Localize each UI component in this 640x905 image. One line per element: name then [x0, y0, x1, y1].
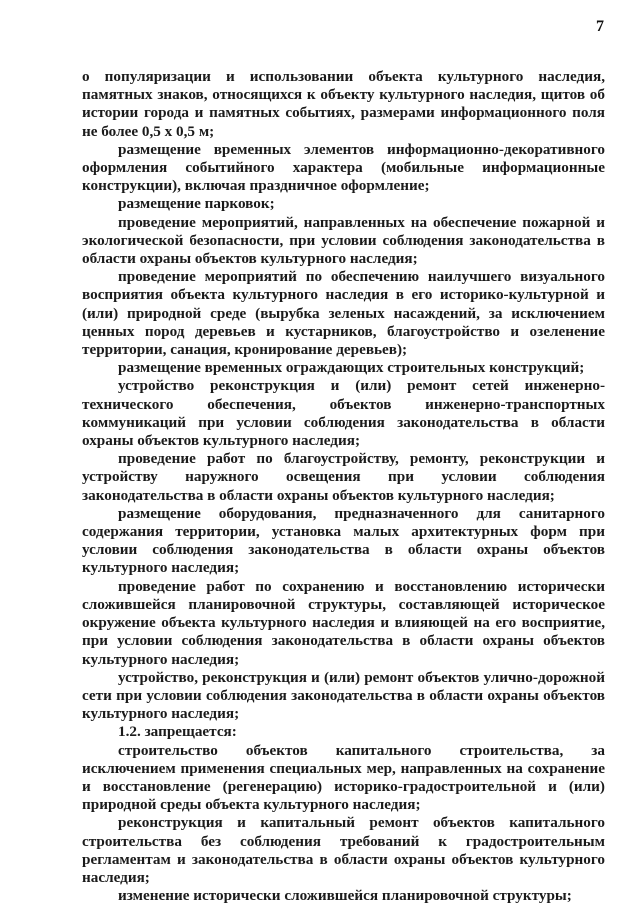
paragraph-road-network: устройство, реконструкция и (или) ремонт объектов улично-дорожной сети при условии соблюдения законодательства в области охраны объектов культурного наследия;: [82, 668, 605, 723]
paragraph-parking: размещение парковок;: [118, 195, 275, 213]
paragraph-sanitary-equipment: размещение оборудования, предназначенного для санитарного содержания территории, установка малых архитектурных форм при условии соблюдения законодательства в области охраны объектов культурного наследия;: [82, 504, 605, 577]
paragraph-construction-prohibition: строительство объектов капитального строительства, за исключением применения специальных мер, направленных на сохранение и восстановление (регенерацию) историко-градостроительной и (или) природной среды объекта культурного наследия;: [82, 741, 605, 814]
paragraph-engineering-networks: устройство реконструкция и (или) ремонт сетей инженерно-технического обеспечения, объектов инженерно-транспортных коммуникаций при условии соблюдения законодательства в области охраны объектов культурного наследия;: [82, 377, 605, 450]
paragraph-reconstruction-prohibition: реконструкция и капитальный ремонт объектов капитального строительства без соблюдения требований к градостроительным регламентам и законодательства в области охраны объектов культурного наследия;: [82, 814, 605, 886]
paragraph-continuation: о популяризации и использовании объекта культурного наследия, памятных знаков, относящихся к объекту культурного наследия, щитов об истории города и памятных событиях, размерами информационного поля не более 0,5 x 0,5 м;: [82, 68, 605, 140]
page-number: 7: [596, 18, 604, 35]
document-body: [82, 68, 605, 905]
paragraph-landscaping-lighting: проведение работ по благоустройству, ремонту, реконструкции и устройству наружного освещения при условии соблюдения законодательства в области охраны объектов культурного наследия;: [82, 450, 605, 504]
paragraph-fire-ecology-safety: проведение мероприятий, направленных на обеспечение пожарной и экологической безопасности, при условии соблюдения законодательства в области охраны объектов культурного наследия;: [82, 213, 605, 268]
paragraph-temporary-fencing: размещение временных ограждающих строительных конструкций;: [118, 359, 585, 377]
paragraph-structure-change-prohibition: изменение исторически сложившейся планировочной структуры;: [118, 887, 572, 905]
section-heading-prohibited: 1.2. запрещается:: [118, 723, 237, 741]
paragraph-visual-perception: проведение мероприятий по обеспечению наилучшего визуального восприятия объекта культурного наследия в его историко-культурной и (или) природной среде (вырубка зеленых насаждений, за исключением ценных пород деревьев и кустарников, благоустройство и озеленение территории, санация, кронирование деревьев);: [82, 268, 605, 359]
paragraph-planning-structure-restoration: проведение работ по сохранению и восстановлению исторически сложившейся планировочной структуры, составляющей историческое окружение объекта культурного наследия и влияющей на его восприятие, при условии соблюдения законодательства в области охраны объектов культурного наследия;: [82, 577, 605, 668]
paragraph-temporary-decor: размещение временных элементов информационно-декоративного оформления событийного характера (мобильные информационные конструкции), включая праздничное оформление;: [82, 140, 605, 195]
